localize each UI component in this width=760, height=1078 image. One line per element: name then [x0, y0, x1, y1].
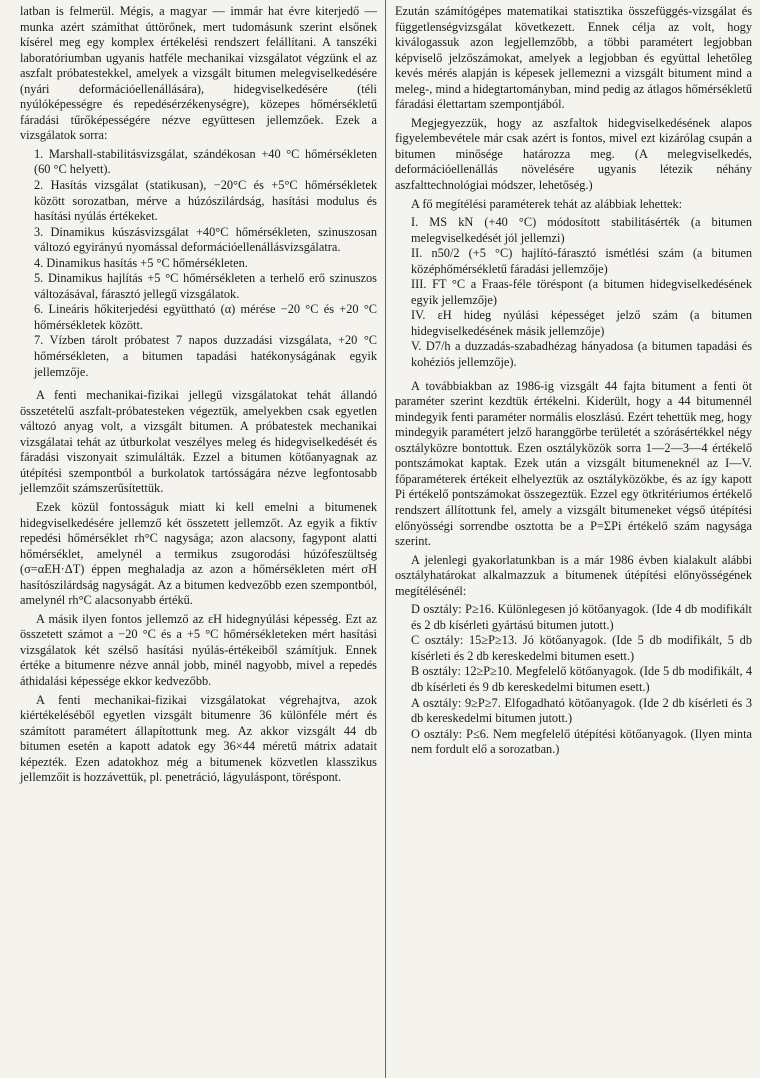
list-item: V. D7/h a duzzadás-szabadhézag hányadosa (a bitumen tapadási és kohéziós jellemzője).	[411, 339, 752, 370]
list-item: IV. εH hideg nyúlási képességet jelző szám (a bitumen hidegviselkedésének másik jellemzője)	[411, 308, 752, 338]
list-item: C osztály: 15≥P≥13. Jó kötőanyagok. (Ide 5 db modifikált, 5 db kísérleti és 2 db kereskedelmi bitumen esett.)	[411, 633, 752, 663]
paragraph: A fő megítélési paraméterek tehát az alábbiak lehettek:	[411, 196, 683, 211]
paragraph: latban is felmerül. Mégis, a magyar — immár hat évre kiterjedő — munka azért számíthat úttörőnek, mert tudomásunk szerint elsőnek kísérel meg egy komplex értékelési rendszert felállítani. A tanszéki laboratóriumban ugyanis hatféle mechanikai vizsgálatot végzünk el az aszfalt próbatestekkel, amelyek a vizsgált bitumen melegviselkedésére (nyári deformációellenállására), hidegviselkedésére (téli nyúlóképességre és repedésérzékenységre), közepes hőmérsékletű fáradási tűrőképességére nézve együttesen jellemzőek. Ezek a vizsgálatok sorra:	[20, 4, 377, 143]
test-list	[20, 147, 377, 380]
paragraph: A jelenlegi gyakorlatunkban is a már 1986 évben kialakult alábbi osztályhatárokat alkalmazzuk a bitumenek útépítési előnyösségének megítélésénél:	[395, 552, 752, 598]
list-item: 3. Dinamikus kúszásvizsgálat +40°C hőmérsékleten, szinuszosan változó egyirányú nyomással deformációellenállásvizsgálatra.	[34, 224, 377, 255]
list-item: O osztály: P≤6. Nem megfelelő útépítési kötőanyagok. (Ilyen minta nem fordult elő a sorozatban.)	[411, 726, 752, 757]
column-divider	[385, 0, 386, 1078]
class-list	[411, 602, 752, 757]
list-item: III. FT °C a Fraas-féle töréspont (a bitumen hidegviselkedésének egyik jellemzője)	[411, 277, 752, 307]
paragraph: Ezután számítógépes matematikai statisztika összefüggés-vizsgálat és függetlenségvizsgálat következett. Ennek célja az volt, hogy kiválogassuk azon legjellemzőbb, a többi paramétert legjobban képviselő jelzőszámokat, amelyek a legjobban és együttal lehetőleg kevés mérés alapján is képesek jellemezni a vizsgált bitument mind a meleg-, mind a hidegtartományban, mind pedig az átlagos hőmérsékletű fáradási élettartam szempontjából.	[395, 4, 752, 112]
list-item: B osztály: 12≥P≥10. Megfelelő kötőanyagok. (Ide 5 db modifikált, 4 db kísérleti és 9 db kereskedelmi bitumen esett.)	[411, 664, 752, 694]
list-item: 7. Vízben tárolt próbatest 7 napos duzzadási vizsgálata, +20 °C hőmérsékleten, a bitumen tapadási hatékonyságának egyik jellemzője.	[34, 333, 377, 379]
paragraph: Ezek közül fontosságuk miatt ki kell emelni a bitumenek hidegviselkedésére jellemző két összetett jellemzőt. Az egyik a fiktív repedési hőmérséklet rh°C nagysága; azon alacsony, fagypont alatti hőmérséklet, amelynél a termikus zsugorodási húzófeszültség (σ=αEH·ΔT) éppen meghaladja az azon a hőmérsékleten mért σH hasítószilárdság nagyságát. Az a bitumen kedvezőbb ezen szempontból, amelynél rh°C alacsonyabb értékű.	[20, 499, 377, 608]
list-item: 2. Hasítás vizsgálat (statikusan), −20°C és +5°C hőmérsékletek között sorozatban, mérve a húzószilárdság, hasítási modulus és hasítási nyúlás értékeket.	[34, 178, 377, 224]
list-item: A osztály: 9≥P≥7. Elfogadható kötőanyagok. (Ide 2 db kísérleti és 3 db kereskedelmi bitumen jutott.)	[411, 695, 752, 726]
list-item: II. n50/2 (+5 °C) hajlító-fárasztó ismétlési szám (a bitumen középhőmérsékletű fáradási jellemzője)	[411, 246, 752, 276]
list-item: 4. Dinamikus hasítás +5 °C hőmérsékleten.	[34, 255, 248, 270]
paragraph: Megjegyezzük, hogy az aszfaltok hidegviselkedésének alapos figyelembevétele már csak azért is fontos, mivel ezt kizárólag csupán a bitumen minősége határozza meg. (A melegviselkedés, deformációellenállás növelésére ugyanis létezik néhány aszfalttechnológiai módszer, lehetőség.)	[395, 115, 752, 193]
left-column	[20, 4, 377, 1078]
list-item: D osztály: P≥16. Különlegesen jó kötőanyagok. (Ide 4 db modifikált és 2 db kísérleti gyártású bitumen jutott.)	[411, 602, 752, 632]
right-column	[395, 4, 752, 1078]
paragraph: A fenti mechanikai-fizikai jellegű vizsgálatokat tehát állandó összetételű aszfalt-próbatesteken végeztük, amelyekben csak egyetlen változó anyag volt, a vizsgált bitumen. A próbatestek mechanikai vizsgálatai tehát az útburkolat veszélyes meleg és hidegviselkedését és fáradási viszonyait szimulálták. Ezzel a bitumen kötőanyagnak az útépítési szempontból a burkolatok tartósságára nézve legfontosabb jellemzőit számszerűsítettük.	[20, 388, 377, 496]
paragraph: A fenti mechanikai-fizikai vizsgálatokat végrehajtva, azok kiértékeléséből egyetlen vizsgált bitumenre 36 különféle mért és számított paramétert állapítottunk meg. Az akkor vizsgált 44 db bitumen esetén a kapott adatok egy 36×44 méretű mátrix adatait képezték. Ezen adatokhoz még a bitumenek közvetlen klasszikus jellemzőit is hozzávettük, pl. penetráció, lágyuláspont, töréspont.	[20, 692, 377, 785]
list-item: 5. Dinamikus hajlítás +5 °C hőmérsékleten a terhelő erő szinuszos változásával, fárasztó jellegű vizsgálatok.	[34, 271, 377, 301]
list-item: I. MS kN (+40 °C) módosított stabilitásérték (a bitumen melegviselkedését jól jellemzi)	[411, 215, 752, 245]
list-item: 6. Lineáris hőkiterjedési együttható (α) mérése −20 °C és +20 °C hőmérsékletek között.	[34, 302, 377, 332]
paragraph: A másik ilyen fontos jellemző az εH hidegnyúlási képesség. Ezt az összetett számot a −20 °C és a +5 °C hőmérsékleteken mért hasítási vizsgálatok két szélső hasítási nyúlás-értékeiből számítjuk. Ennek értéke a bitumenre nézve annál jobb, minél nagyobb, mivel a repedés áthidalási képessége ekkor kedvezőbb.	[20, 611, 377, 688]
paragraph: A továbbiakban az 1986-ig vizsgált 44 fajta bitument a fenti öt paraméter szerint kezdtük értékelni. Kiderült, hogy a 44 bitumennél mindegyik fenti paraméter normális eloszlású. Ezért tehettük meg, hogy mindegyik paramétert jelző haranggörbe területét a szórásértékkel négy osztályközre bontottuk. Ezen osztályközök sorra 1—2—3—4 értékelő pontszámokat kaptak. Ezek után a vizsgált bitumeneknél az I—V. főparaméterek értékeit elhelyeztük az osztályközökbe, és az így kapott Pi értékelő pontszámokat összegeztük. Ezzel egy ötkritériumos értékelő rendszert állítottunk fel, amely a vizsgált bitumeneket végső útépítési előnyösségi sorrendbe osztotta be a P=ΣPi értékelő szám nagysága szerint.	[395, 378, 752, 549]
parameter-list	[411, 215, 752, 370]
list-item: 1. Marshall-stabilitásvizsgálat, szándékosan +40 °C hőmérsékleten (60 °C helyett).	[34, 146, 377, 177]
